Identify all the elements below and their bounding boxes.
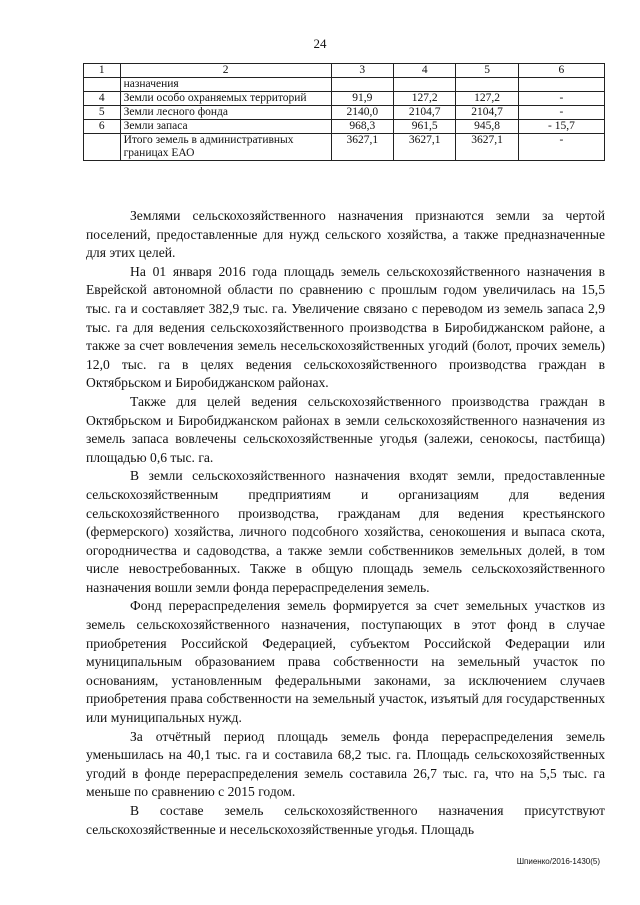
table-cell: Итого земель в административных границах ЕАО bbox=[120, 134, 331, 161]
table-cell: - 15,7 bbox=[518, 120, 604, 134]
table-cell: 961,5 bbox=[393, 120, 455, 134]
table-cell bbox=[84, 78, 121, 92]
table-cell: Земли особо охраняемых территорий bbox=[120, 92, 331, 106]
table-header-cell: 5 bbox=[456, 64, 518, 78]
table-cell: - bbox=[518, 92, 604, 106]
table-cell: 91,9 bbox=[331, 92, 393, 106]
table-cell: 2140,0 bbox=[331, 106, 393, 120]
table-cell: 3627,1 bbox=[456, 134, 518, 161]
table-row bbox=[84, 120, 605, 134]
page-number: 24 bbox=[313, 36, 327, 51]
table-row bbox=[84, 78, 605, 92]
land-fund-table bbox=[83, 63, 605, 161]
table-header-cell: 3 bbox=[331, 64, 393, 78]
table-cell: 2104,7 bbox=[393, 106, 455, 120]
table-cell: 4 bbox=[84, 92, 121, 106]
document-body bbox=[86, 207, 605, 839]
table-header-row bbox=[84, 64, 605, 78]
paragraph: В составе земель сельскохозяйственного назначения присутствуют сельскохозяйственные и несельскохозяйственные угодья. Площадь bbox=[86, 803, 605, 837]
table-header-cell: 2 bbox=[120, 64, 331, 78]
paragraph: Землями сельскохозяйственного назначения признаются земли за чертой поселений, предоставленные для нужд сельского хозяйства, а также предназначенные для этих целей. bbox=[86, 208, 605, 261]
table-cell bbox=[456, 78, 518, 92]
table-cell: 2104,7 bbox=[456, 106, 518, 120]
table-cell: 6 bbox=[84, 120, 121, 134]
table-header-cell: 6 bbox=[518, 64, 604, 78]
table-cell: - bbox=[518, 134, 604, 161]
paragraph: Также для целей ведения сельскохозяйственного производства граждан в Октябрьском и Биробиджанском районах в земли сельскохозяйственного назначения из земель запаса вовлечены сельскохозяйственные угодья (залежи, сенокосы, пастбища) площадью 0,6 тыс. га. bbox=[86, 393, 605, 465]
table-cell: 3627,1 bbox=[393, 134, 455, 161]
table-row bbox=[84, 106, 605, 120]
table-cell bbox=[393, 78, 455, 92]
paragraph: Фонд перераспределения земель формируется за счет земельных участков из земель сельскохозяйственного назначения, поступающих в этот фонд в случае приобретения Российской Федерацией, субъектом Российской Федерации или муниципальным образованием права собственности на земельный участок по основаниям, установленным федеральными законами, за исключением случаев приобретения права собственности на земельный участок, изъятый для государственных или муниципальных нужд. bbox=[86, 598, 605, 726]
table-row bbox=[84, 92, 605, 106]
table-cell bbox=[331, 78, 393, 92]
table-cell bbox=[84, 134, 121, 161]
table-cell: 127,2 bbox=[393, 92, 455, 106]
table-cell: 968,3 bbox=[331, 120, 393, 134]
paragraph: В земли сельскохозяйственного назначения входят земли, предоставленные сельскохозяйственным предприятиям и организациям для ведения сельскохозяйственного производства, гражданам для ведения крестьянского (фермерского) хозяйства, личного подсобного хозяйства, сенокошения и выпаса скота, огородничества и садоводства, а также земли собственников земельных долей, в том числе невостребованных. Также в общую площадь земель сельскохозяйственного назначения вошли земли фонда перераспределения земель. bbox=[86, 468, 605, 595]
table-cell: Земли запаса bbox=[120, 120, 331, 134]
table-cell: 127,2 bbox=[456, 92, 518, 106]
table-cell: 945,8 bbox=[456, 120, 518, 134]
table-cell bbox=[518, 78, 604, 92]
document-code: Шпиенко/2016-1430(5) bbox=[516, 857, 600, 866]
table-cell: 5 bbox=[84, 106, 121, 120]
table-cell: - bbox=[518, 106, 604, 120]
table-cell: 3627,1 bbox=[331, 134, 393, 161]
table-header-cell: 1 bbox=[84, 64, 121, 78]
table-header-cell: 4 bbox=[393, 64, 455, 78]
paragraph: За отчётный период площадь земель фонда перераспределения земель уменьшилась на 40,1 тыс. га и составила 68,2 тыс. га. Площадь сельскохозяйственных угодий в фонде перераспределения земель составила 26,7 тыс. га, что на 5,5 тыс. га меньше по сравнению с 2015 годом. bbox=[86, 728, 605, 800]
table-cell: Земли лесного фонда bbox=[120, 106, 331, 120]
paragraph: На 01 января 2016 года площадь земель сельскохозяйственного назначения в Еврейской автономной области по сравнению с прошлым годом увеличилась на 15,5 тыс. га и составляет 382,9 тыс. га. Увеличение связано с переводом из земель запаса 2,9 тыс. га для ведения сельскохозяйственного производства в Биробиджанском районе, а также за счет вовлечения земель несельскохозяйственных угодий (болот, прочих земель) 12,0 тыс. га в целях ведения сельскохозяйственного производства граждан в Октябрьском и Биробиджанском районах. bbox=[86, 263, 605, 391]
table-cell: назначения bbox=[120, 78, 331, 92]
table-row-total bbox=[84, 134, 605, 161]
